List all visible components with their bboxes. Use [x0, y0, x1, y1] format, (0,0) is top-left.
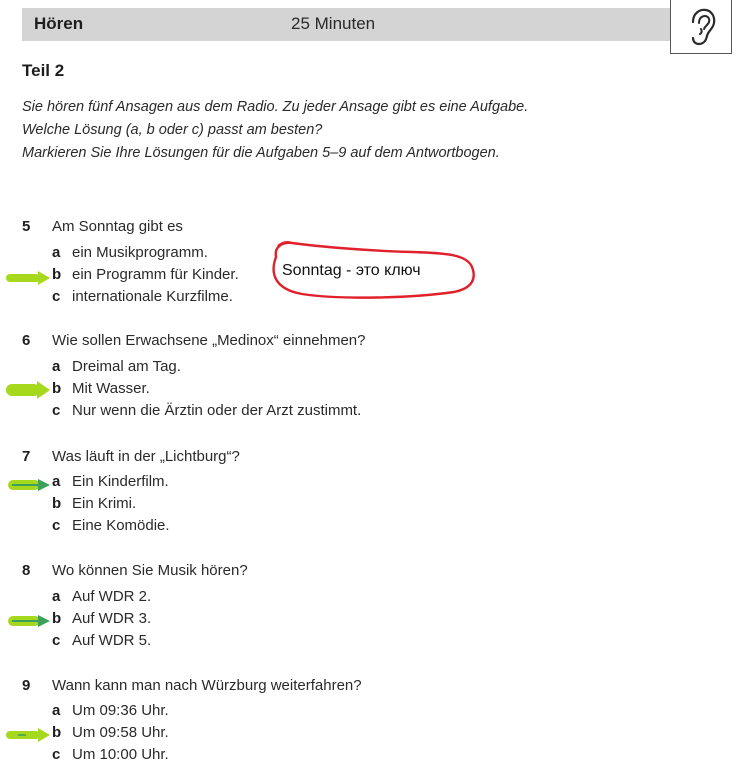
- task-number: 6: [22, 332, 31, 349]
- task-number: 9: [22, 677, 31, 694]
- task-question: Am Sonntag gibt es: [52, 218, 183, 235]
- answer-marker-arrow: [4, 727, 52, 743]
- option-a[interactable]: a Auf WDR 2.: [52, 588, 152, 605]
- option-b[interactable]: b Um 09:58 Uhr.: [52, 724, 169, 741]
- task-number: 5: [22, 218, 31, 235]
- task-question: Was läuft in der „Lichtburg“?: [52, 448, 240, 465]
- answer-marker-arrow: [4, 612, 52, 630]
- task-number: 7: [22, 448, 31, 465]
- task-question: Wie sollen Erwachsene „Medinox“ einnehmen?: [52, 332, 366, 349]
- task-question: Wo können Sie Musik hören?: [52, 562, 248, 579]
- header-bar: [22, 8, 670, 41]
- option-b[interactable]: b ein Programm für Kinder.: [52, 266, 239, 283]
- section-duration: 25 Minuten: [291, 14, 376, 33]
- option-b[interactable]: b Mit Wasser.: [52, 380, 150, 397]
- option-b[interactable]: b Ein Krimi.: [52, 495, 137, 512]
- instruction-line: Welche Lösung (a, b oder c) passt am besten?: [22, 122, 323, 138]
- option-c[interactable]: c Auf WDR 5.: [52, 632, 152, 649]
- option-a[interactable]: a Ein Kinderfilm.: [52, 473, 169, 490]
- answer-marker-arrow: [4, 476, 52, 494]
- option-a[interactable]: a ein Musikprogramm.: [52, 244, 208, 261]
- ear-icon-box: [670, 0, 732, 54]
- option-c[interactable]: c internationale Kurzfilme.: [52, 288, 233, 305]
- option-a[interactable]: a Um 09:36 Uhr.: [52, 702, 169, 719]
- option-c[interactable]: c Nur wenn die Ärztin oder der Arzt zustimmt.: [52, 402, 362, 419]
- section-title: Hören: [34, 14, 84, 33]
- ear-icon: [687, 7, 717, 47]
- instruction-line: Sie hören fünf Ansagen aus dem Radio. Zu jeder Ansage gibt es eine Aufgabe.: [22, 99, 529, 115]
- task-number: 8: [22, 562, 31, 579]
- option-a[interactable]: a Dreimal am Tag.: [52, 358, 181, 375]
- part-title: Teil 2: [22, 61, 65, 80]
- option-c[interactable]: c Eine Komödie.: [52, 517, 170, 534]
- option-c[interactable]: c Um 10:00 Uhr.: [52, 746, 169, 763]
- task-question: Wann kann man nach Würzburg weiterfahren?: [52, 677, 362, 694]
- instructions: [22, 96, 528, 165]
- answer-marker-arrow: [4, 380, 52, 400]
- instruction-line: Markieren Sie Ihre Lösungen für die Aufgaben 5–9 auf dem Antwortbogen.: [22, 145, 500, 161]
- answer-marker-arrow: [4, 270, 52, 286]
- annotation-note: Sonntag - это ключ: [282, 262, 421, 279]
- option-b[interactable]: b Auf WDR 3.: [52, 610, 152, 627]
